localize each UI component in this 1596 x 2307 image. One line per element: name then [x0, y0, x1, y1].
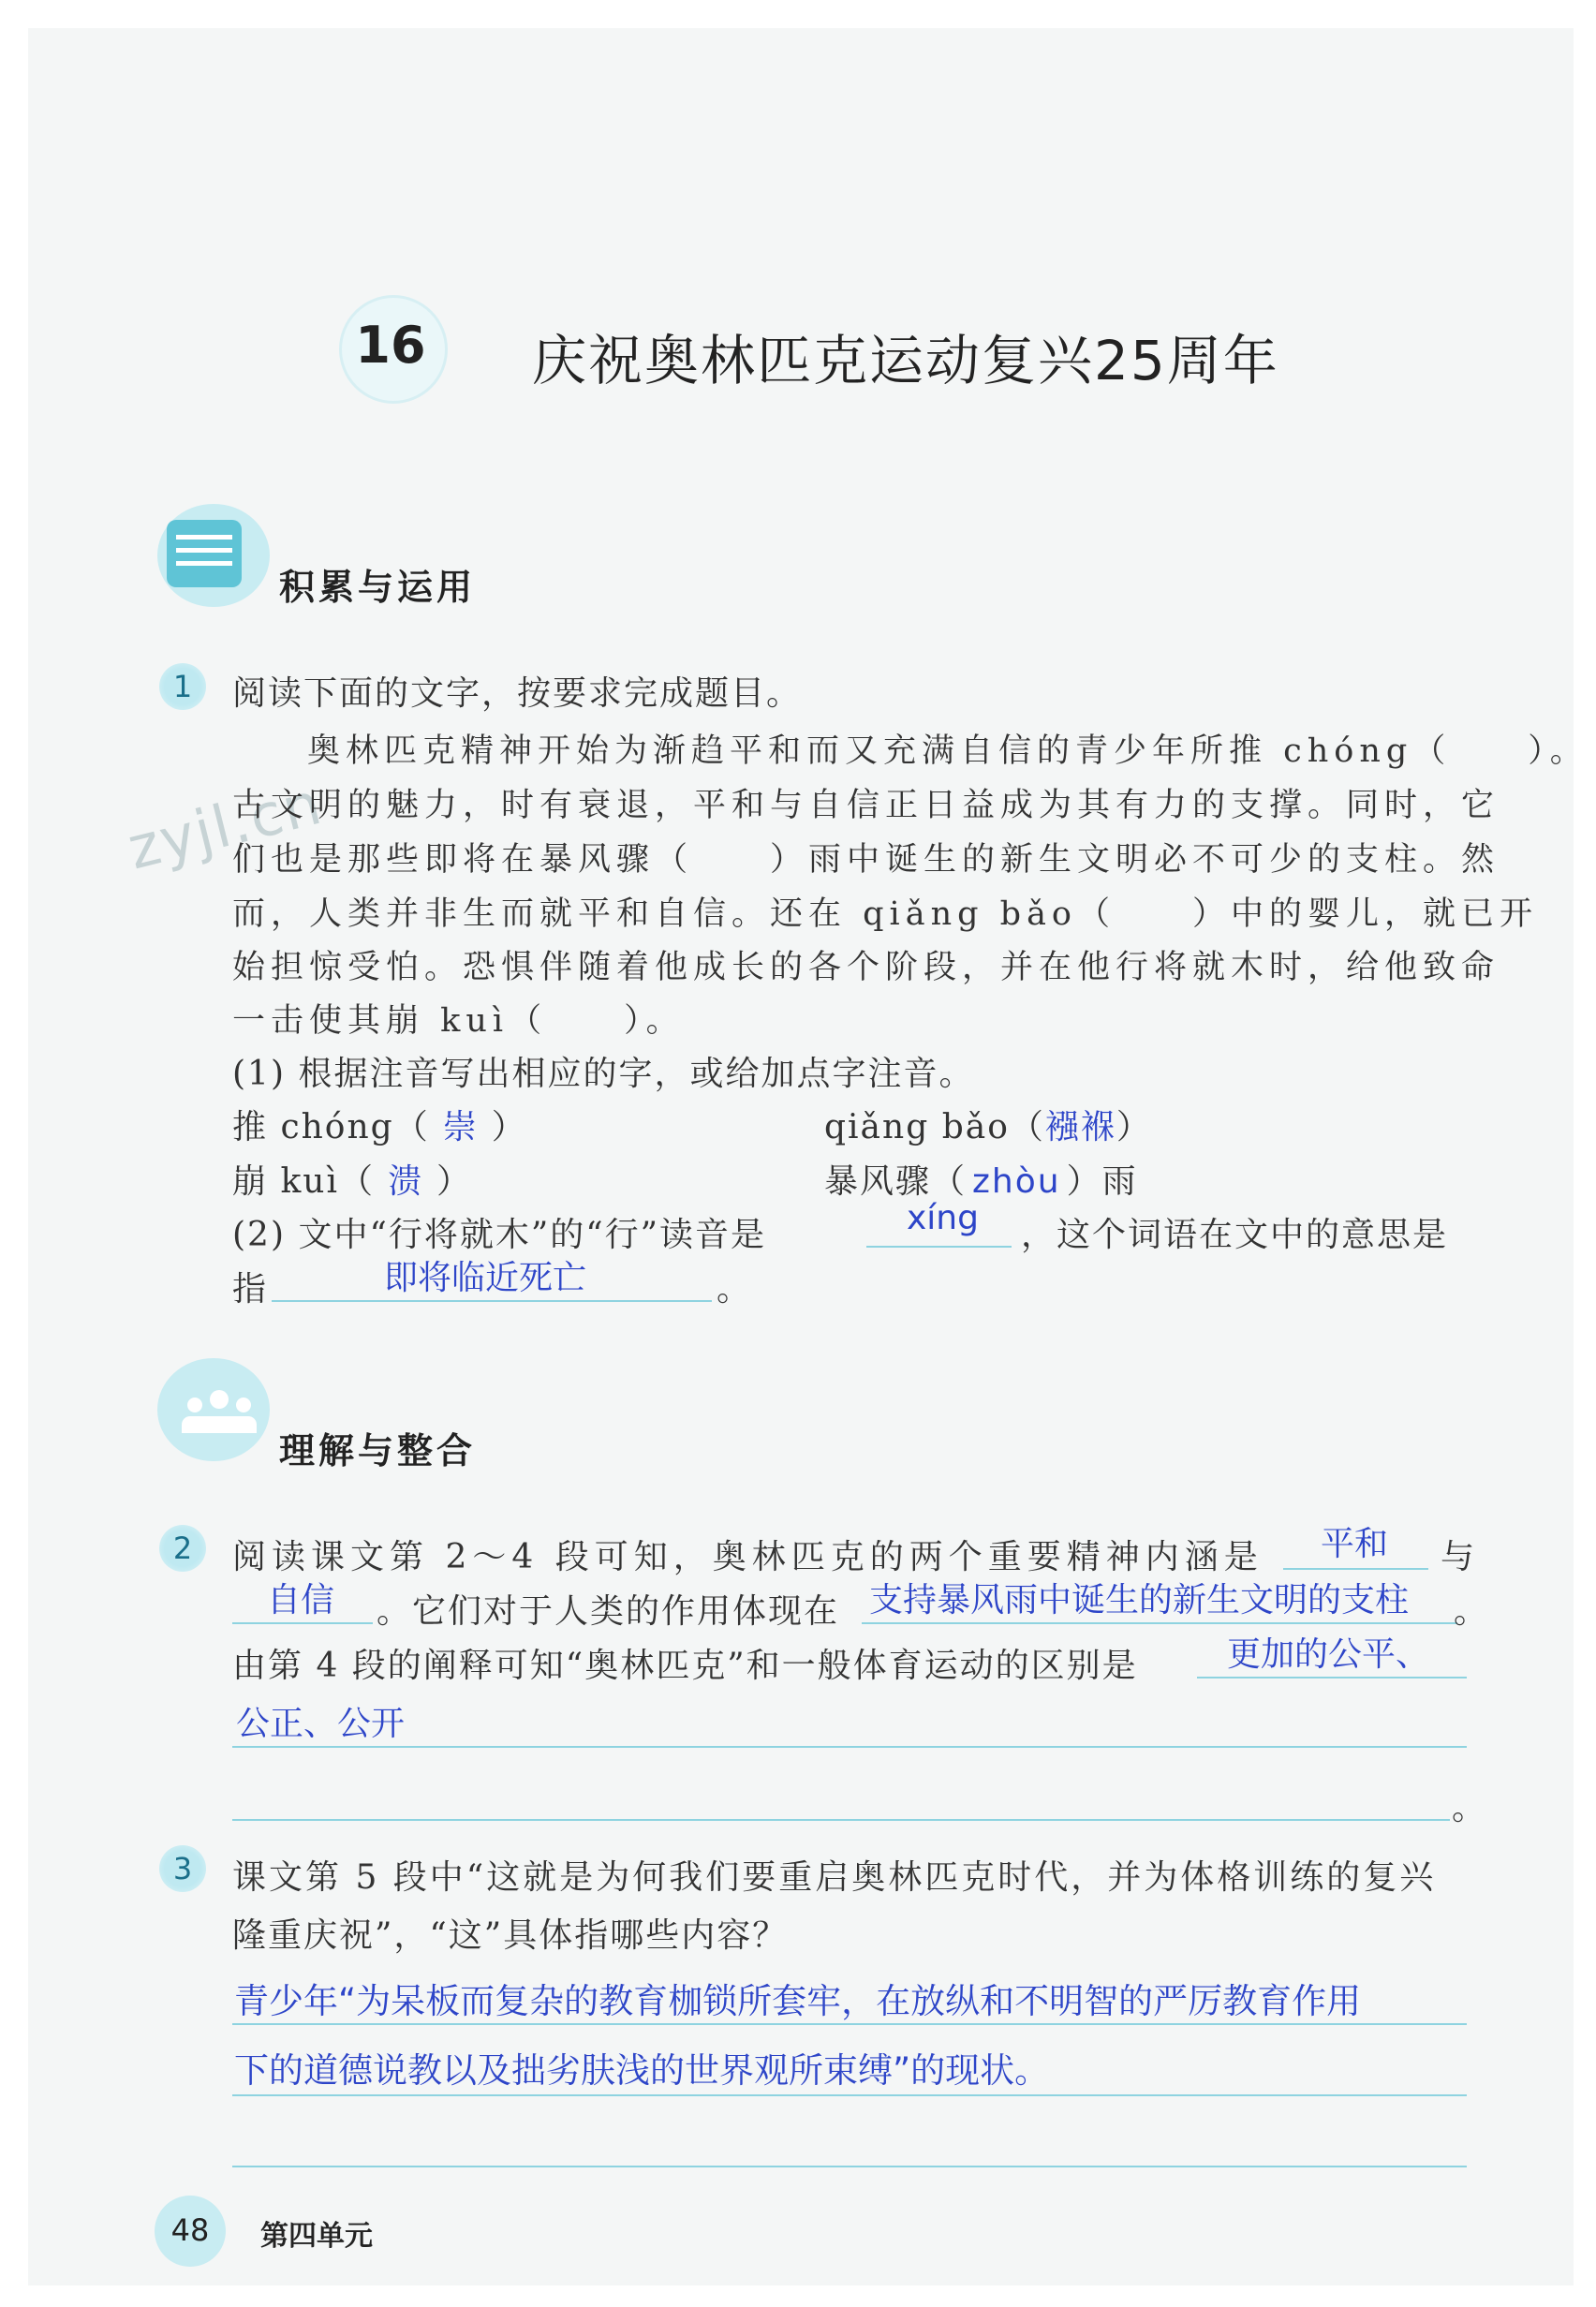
q2-line3-prefix: 由第 4 段的阐释可知“奥林匹克”和一般体育运动的区别是	[232, 1647, 1138, 1685]
people-icon	[180, 1384, 259, 1441]
answer-line	[232, 1819, 1450, 1821]
passage-line: 奥林匹克精神开始为渐趋平和而又充满自信的青少年所推 chóng（ ）。	[307, 732, 1589, 770]
passage-line: 一击使其崩 kuì（ ）。	[232, 1002, 685, 1040]
q1-item: qiǎng bǎo（襁褓）	[824, 1108, 1152, 1146]
answer-line	[232, 2023, 1467, 2025]
q1-sub1-prompt: (1) 根据注音写出相应的字，或给加点字注音。	[232, 1055, 975, 1093]
q1-sub2-middle: ，这个词语在文中的意思是	[1021, 1216, 1449, 1254]
answer-line	[232, 1622, 373, 1624]
passage-line: 始担惊受怕。恐惧伴随着他成长的各个阶段，并在他行将就木时，给他致命	[232, 949, 1500, 986]
q1-prompt: 阅读下面的文字，按要求完成题目。	[232, 674, 803, 713]
answer-line	[862, 1622, 1457, 1624]
calendar-icon	[167, 520, 242, 587]
answer-diff-2: 公正、公开	[236, 1705, 406, 1743]
answer-xing: xíng	[907, 1199, 979, 1237]
q1-item: 暴风骤（ zhòu ）雨	[824, 1162, 1138, 1201]
answer-qiangbao: 襁褓	[1044, 1108, 1116, 1146]
passage-line: 而，人类并非生而就平和自信。还在 qiǎng bǎo（ ）中的婴儿，就已开	[232, 895, 1539, 933]
watermark: zyjl.cn	[121, 768, 330, 883]
q2-line1-suffix: 与	[1441, 1538, 1477, 1576]
answer-kui: 溃	[387, 1162, 423, 1201]
q1-sub2-prefix: (2) 文中“行将就木”的“行”读音是	[232, 1216, 767, 1254]
passage-line: 们也是那些即将在暴风骤（ ）雨中诞生的新生文明必不可少的支柱。然	[232, 841, 1500, 879]
q1-item: 崩 kuì（ 溃 ）	[232, 1162, 472, 1201]
answer-meaning: 即将临近死亡	[384, 1259, 587, 1297]
question-number-2: 2	[159, 1525, 206, 1572]
answer-line	[866, 1246, 1012, 1248]
answer-chong: 崇	[442, 1108, 479, 1146]
answer-line	[272, 1300, 712, 1302]
answer-diff-1: 更加的公平、	[1227, 1635, 1430, 1674]
q2-line1-prefix: 阅读课文第 2～4 段可知，奥林匹克的两个重要精神内涵是	[232, 1538, 1264, 1576]
answer-role: 支持暴风雨中诞生的新生文明的支柱	[869, 1581, 1410, 1619]
q2-end: 。	[1452, 1789, 1488, 1827]
passage-line: 古文明的魅力，时有衰退，平和与自信正日益成为其有力的支撑。同时，它	[232, 787, 1500, 824]
unit-label: 第四单元	[260, 2220, 373, 2253]
answer-pinghe: 平和	[1321, 1525, 1389, 1563]
section-title-understand: 理解与整合	[279, 1429, 477, 1471]
q3-line2: 隆重庆祝”，“这”具体指哪些内容？	[232, 1916, 789, 1955]
q2-line2-end: 。	[1454, 1592, 1490, 1631]
q1-sub2-zhi: 指	[232, 1270, 269, 1309]
answer-line	[1197, 1677, 1467, 1678]
q3-line1: 课文第 5 段中“这就是为何我们要重启奥林匹克时代，并为体格训练的复兴	[232, 1858, 1437, 1897]
section-title-accumulate: 积累与运用	[279, 566, 477, 608]
q3-answer-line1: 青少年“为呆板而复杂的教育枷锁所套牢，在放纵和不明智的严厉教育作用	[234, 1981, 1362, 2021]
question-number-1: 1	[159, 663, 206, 710]
answer-zixin: 自信	[267, 1581, 335, 1619]
answer-zhou: zhòu	[972, 1162, 1061, 1201]
q1-sub2-end: 。	[717, 1270, 753, 1309]
q2-line2-middle: 。它们对于人类的作用体现在	[377, 1592, 840, 1631]
page-number: 48	[170, 2212, 210, 2248]
answer-line	[232, 2094, 1467, 2096]
lesson-title: 庆祝奥林匹克运动复兴25周年	[532, 329, 1279, 392]
q3-answer-line2: 下的道德说教以及拙劣肤浅的世界观所束缚”的现状。	[234, 2050, 1050, 2091]
answer-line	[232, 1746, 1467, 1748]
q1-item: 推 chóng（ 崇 ）	[232, 1108, 527, 1146]
answer-line	[1283, 1568, 1428, 1570]
lesson-number: 16	[355, 316, 426, 375]
answer-line	[232, 2166, 1467, 2167]
question-number-3: 3	[159, 1845, 206, 1892]
